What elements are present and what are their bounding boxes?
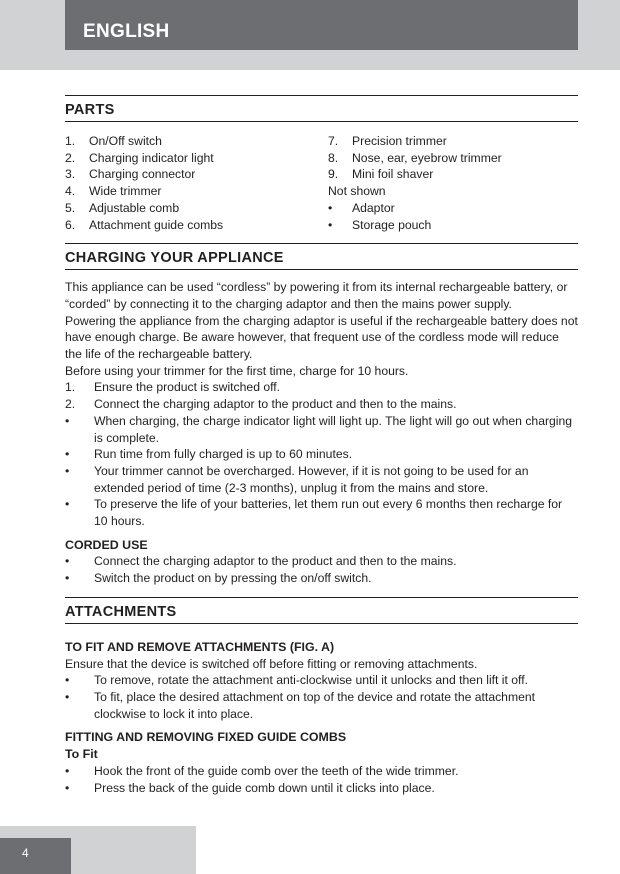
- list-item: [65, 217, 328, 234]
- list-item: [65, 763, 578, 780]
- attachments-heading: ATTACHMENTS: [65, 597, 578, 624]
- list-item: [65, 133, 328, 150]
- bullet: •: [65, 497, 70, 512]
- list-item: [328, 217, 578, 234]
- attachments-section: [65, 639, 578, 796]
- bullet: •: [65, 463, 70, 478]
- list-item: [65, 413, 578, 446]
- bullet: •: [328, 200, 333, 215]
- item-text: Attachment guide combs: [89, 217, 224, 232]
- item-text: Charging indicator light: [89, 150, 214, 165]
- bullet: •: [328, 217, 333, 232]
- page-number-tab: [0, 838, 71, 874]
- list-item: [65, 379, 578, 396]
- list-item: [328, 200, 578, 217]
- corded-use-heading: CORDED USE: [65, 537, 148, 552]
- item-text: Switch the product on by pressing the on/off switch.: [94, 571, 372, 586]
- item-text: Wide trimmer: [89, 184, 162, 199]
- paragraph: This appliance can be used “cordless” by powering it from its internal rechargeable battery, or “corded” by connecting it to the charging adaptor and then the mains power supply.: [65, 280, 568, 311]
- item-text: Nose, ear, eyebrow trimmer: [352, 150, 502, 165]
- item-text: Adjustable comb: [89, 200, 180, 215]
- bullet: •: [65, 689, 70, 704]
- item-number: 7.: [328, 134, 339, 148]
- list-item: [328, 133, 578, 150]
- bullet: •: [65, 571, 70, 586]
- bullet: •: [65, 763, 70, 778]
- guide-combs-heading: FITTING AND REMOVING FIXED GUIDE COMBS: [65, 730, 347, 745]
- item-text: To preserve the life of your batteries, let them run out every 6 months then recharge for 10 hours.: [94, 497, 563, 529]
- page-content: [65, 95, 578, 806]
- language-title: ENGLISH: [83, 21, 170, 42]
- item-text: Your trimmer cannot be overcharged. However, if it is not going to be used for an extended period of time (2-3 months), unplug it from the mains and store.: [94, 463, 529, 495]
- charging-section: [65, 279, 578, 587]
- paragraph: Before using your trimmer for the first time, charge for 10 hours.: [65, 363, 409, 378]
- to-fit-label: To Fit: [65, 747, 98, 762]
- item-number: 9.: [328, 167, 339, 182]
- item-text: Charging connector: [89, 167, 196, 182]
- list-item: [65, 446, 578, 463]
- page-number: 4: [22, 846, 29, 860]
- item-text: Precision trimmer: [352, 134, 447, 148]
- list-item: [65, 570, 578, 587]
- item-text: Adaptor: [352, 200, 395, 215]
- paragraph: Ensure that the device is switched off before fitting or removing attachments.: [65, 656, 478, 671]
- list-item: [65, 200, 328, 217]
- list-item: [65, 150, 328, 167]
- list-item: [65, 780, 578, 797]
- item-text: Connect the charging adaptor to the product and then to the mains.: [94, 554, 457, 569]
- list-item: [65, 672, 578, 689]
- list-item: [65, 463, 578, 496]
- bullet: •: [65, 554, 70, 569]
- bullet: •: [65, 780, 70, 795]
- fit-remove-heading: TO FIT AND REMOVE ATTACHMENTS (FIG. A): [65, 639, 335, 654]
- item-text: Press the back of the guide comb down until it clicks into place.: [94, 780, 435, 795]
- list-item: [328, 166, 578, 183]
- parts-heading: PARTS: [65, 95, 578, 122]
- parts-right-column: [328, 133, 578, 233]
- item-text: On/Off switch: [89, 134, 162, 148]
- item-number: 8.: [328, 150, 339, 165]
- bullet: •: [65, 413, 70, 428]
- item-number: 2.: [65, 397, 76, 412]
- list-item: [328, 150, 578, 167]
- item-text: Connect the charging adaptor to the product and then to the mains.: [94, 397, 457, 412]
- item-number: 5.: [65, 200, 76, 215]
- not-shown-label: Not shown: [328, 184, 386, 199]
- list-item: [65, 553, 578, 570]
- parts-left-column: [65, 133, 328, 233]
- paragraph: Powering the appliance from the charging adaptor is useful if the rechargeable battery does not have enough charge. Be aware however, that frequent use of the cordless mode will reduce the life of the rechargeable battery.: [65, 313, 578, 362]
- list-item: [65, 396, 578, 413]
- parts-list: [65, 133, 578, 233]
- list-item: [65, 183, 328, 200]
- item-number: 6.: [65, 217, 76, 232]
- item-number: 1.: [65, 134, 76, 148]
- bullet: •: [65, 447, 70, 462]
- item-text: To remove, rotate the attachment anti-clockwise until it unlocks and then lift it off.: [94, 673, 528, 688]
- item-number: 1.: [65, 380, 76, 395]
- bullet: •: [65, 673, 70, 688]
- item-text: Hook the front of the guide comb over the teeth of the wide trimmer.: [94, 763, 459, 778]
- item-text: Mini foil shaver: [352, 167, 434, 182]
- list-item: [65, 166, 328, 183]
- language-bar: [65, 0, 578, 50]
- item-text: When charging, the charge indicator light will light up. The light will go out when charging is complete.: [94, 413, 573, 445]
- list-item: [65, 496, 578, 529]
- item-number: 4.: [65, 184, 76, 199]
- charging-heading: CHARGING YOUR APPLIANCE: [65, 243, 578, 270]
- item-number: 3.: [65, 167, 76, 182]
- item-number: 2.: [65, 150, 76, 165]
- item-text: Storage pouch: [352, 217, 432, 232]
- item-text: Ensure the product is switched off.: [94, 380, 281, 395]
- item-text: Run time from fully charged is up to 60 minutes.: [94, 447, 353, 462]
- list-item: [65, 689, 578, 722]
- item-text: To fit, place the desired attachment on top of the device and rotate the attachment clockwise to lock it into place.: [94, 689, 536, 721]
